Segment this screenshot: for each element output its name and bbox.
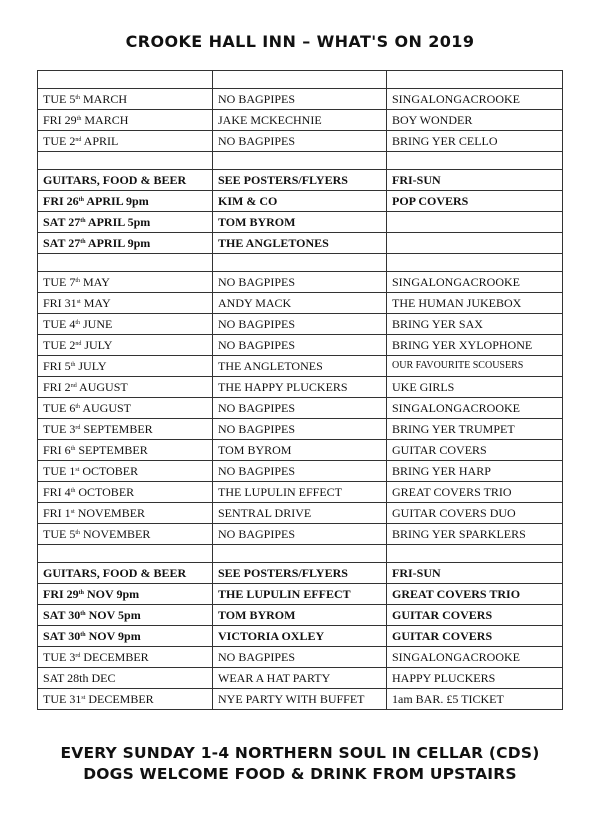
event-act-cell — [213, 419, 387, 440]
event-note-cell — [387, 272, 563, 293]
event-date-cell — [38, 377, 213, 398]
event-act-cell — [213, 131, 387, 152]
event-row — [38, 191, 563, 212]
event-act-cell — [213, 254, 387, 272]
event-date-text: TUE 5 — [43, 527, 76, 541]
event-date-cell — [38, 605, 213, 626]
event-date-cell — [38, 689, 213, 710]
event-date-cell — [38, 440, 213, 461]
event-act-text: SEE POSTERS/FLYERS — [218, 566, 348, 580]
event-act-text: NYE PARTY WITH BUFFET — [218, 692, 365, 706]
event-date-text: TUE 7 — [43, 275, 76, 289]
event-date-rest: MAY — [80, 275, 110, 289]
event-note-cell — [387, 110, 563, 131]
event-act-text: NO BAGPIPES — [218, 134, 296, 148]
event-date-text: FRI 6 — [43, 443, 71, 457]
event-date-rest: AUGUST — [76, 380, 128, 394]
event-note-text: BOY WONDER — [392, 113, 473, 127]
event-note-cell — [387, 377, 563, 398]
event-act-text: JAKE MCKECHNIE — [218, 113, 322, 127]
event-date-rest: JULY — [75, 359, 107, 373]
ordinal-suffix: th — [80, 611, 86, 617]
event-act-text: THE HAPPY PLUCKERS — [218, 380, 348, 394]
event-date-text: FRI 1 — [43, 506, 71, 520]
event-date-cell — [38, 71, 213, 89]
event-act-text: NO BAGPIPES — [218, 275, 296, 289]
event-act-text: THE LUPULIN EFFECT — [218, 485, 342, 499]
event-note-cell — [387, 563, 563, 584]
event-note-cell — [387, 398, 563, 419]
event-date-cell — [38, 668, 213, 689]
event-note-cell — [387, 482, 563, 503]
ordinal-suffix: th — [75, 278, 80, 284]
event-date-rest: DECEMBER — [80, 650, 149, 664]
event-note-text: FRI-SUN — [392, 173, 441, 187]
event-act-cell — [213, 191, 387, 212]
event-act-cell — [213, 482, 387, 503]
event-date-cell — [38, 233, 213, 254]
event-date-cell — [38, 563, 213, 584]
event-row — [38, 335, 563, 356]
event-date-text: GUITARS, FOOD & BEER — [43, 173, 187, 187]
event-act-cell — [213, 71, 387, 89]
page-title: CROOKE HALL INN – WHAT'S ON 2019 — [125, 32, 475, 51]
event-note-text: SINGALONGACROOKE — [392, 650, 520, 664]
event-date-text: FRI 4 — [43, 485, 71, 499]
event-act-text: TOM BYROM — [218, 215, 296, 229]
footer-line-northern-soul: EVERY SUNDAY 1-4 NORTHERN SOUL IN CELLAR (CDS) — [60, 744, 540, 762]
event-note-cell — [387, 689, 563, 710]
event-date-cell — [38, 89, 213, 110]
ordinal-suffix: nd — [75, 137, 82, 143]
event-act-text: NO BAGPIPES — [218, 464, 296, 478]
event-date-text: TUE 6 — [43, 401, 76, 415]
event-date-cell — [38, 482, 213, 503]
event-date-text: SAT 27 — [43, 215, 81, 229]
event-note-cell — [387, 419, 563, 440]
event-note-cell — [387, 293, 563, 314]
event-act-text: NO BAGPIPES — [218, 422, 296, 436]
event-date-rest: APRIL 9pm — [84, 194, 149, 208]
event-date-text: SAT 27 — [43, 236, 81, 250]
event-date-rest: APRIL 9pm — [85, 236, 151, 250]
event-row — [38, 563, 563, 584]
event-date-cell — [38, 461, 213, 482]
ordinal-suffix: st — [81, 695, 86, 701]
event-act-cell — [213, 356, 387, 377]
event-date-rest: APRIL — [81, 134, 119, 148]
event-act-text: NO BAGPIPES — [218, 338, 296, 352]
event-note-cell — [387, 254, 563, 272]
ordinal-suffix: th — [70, 446, 76, 452]
event-row — [38, 668, 563, 689]
event-act-text: KIM & CO — [218, 194, 278, 208]
event-act-text: NO BAGPIPES — [218, 92, 296, 106]
event-act-cell — [213, 272, 387, 293]
event-date-rest: OCTOBER — [79, 464, 139, 478]
ordinal-suffix: th — [80, 218, 86, 224]
event-date-text: FRI 2 — [43, 380, 71, 394]
events-table — [37, 70, 563, 710]
event-date-cell — [38, 356, 213, 377]
event-act-cell — [213, 503, 387, 524]
event-act-cell — [213, 110, 387, 131]
event-act-text: THE ANGLETONES — [218, 359, 323, 373]
event-note-text: UKE GIRLS — [392, 380, 455, 394]
event-date-rest: OCTOBER — [75, 485, 135, 499]
event-date-text: TUE 31 — [43, 692, 82, 706]
event-note-cell — [387, 524, 563, 545]
event-note-cell — [387, 191, 563, 212]
event-note-text: BRING YER SPARKLERS — [392, 527, 526, 541]
event-act-cell — [213, 461, 387, 482]
event-date-rest: NOV 9pm — [85, 629, 141, 643]
event-date-rest: DECEMBER — [85, 692, 154, 706]
event-date-rest: APRIL 5pm — [85, 215, 151, 229]
event-date-cell — [38, 170, 213, 191]
event-note-text: 1am BAR. £5 TICKET — [392, 692, 504, 706]
event-row — [38, 110, 563, 131]
event-date-rest: SEPTEMBER — [75, 443, 148, 457]
spacer-row — [38, 254, 563, 272]
event-note-text: GUITAR COVERS DUO — [392, 506, 516, 520]
event-note-text: FRI-SUN — [392, 566, 441, 580]
event-row — [38, 89, 563, 110]
event-note-cell — [387, 503, 563, 524]
ordinal-suffix: th — [70, 488, 76, 494]
event-row — [38, 482, 563, 503]
event-note-cell — [387, 605, 563, 626]
event-act-cell — [213, 563, 387, 584]
event-note-cell — [387, 335, 563, 356]
event-row — [38, 440, 563, 461]
ordinal-suffix: th — [75, 95, 80, 101]
event-act-cell — [213, 212, 387, 233]
event-act-cell — [213, 626, 387, 647]
event-note-text: GUITAR COVERS — [392, 443, 487, 457]
event-date-rest: MARCH — [81, 113, 129, 127]
event-act-cell — [213, 605, 387, 626]
ordinal-suffix: th — [78, 590, 85, 596]
event-note-cell — [387, 233, 563, 254]
event-act-cell — [213, 335, 387, 356]
event-date-cell — [38, 152, 213, 170]
ordinal-suffix: rd — [75, 653, 81, 659]
event-act-text: NO BAGPIPES — [218, 401, 296, 415]
event-date-cell — [38, 524, 213, 545]
event-note-cell — [387, 71, 563, 89]
event-row — [38, 461, 563, 482]
event-date-cell — [38, 254, 213, 272]
event-note-text: BRING YER SAX — [392, 317, 483, 331]
event-date-cell — [38, 398, 213, 419]
event-date-text: TUE 2 — [43, 338, 76, 352]
ordinal-suffix: th — [75, 320, 80, 326]
ordinal-suffix: rd — [75, 425, 81, 431]
ordinal-suffix: st — [70, 509, 75, 515]
event-note-cell — [387, 89, 563, 110]
event-note-cell — [387, 440, 563, 461]
event-date-rest: MARCH — [80, 92, 128, 106]
event-date-rest: MAY — [80, 296, 111, 310]
event-date-cell — [38, 626, 213, 647]
event-date-text: FRI 29 — [43, 113, 77, 127]
event-act-cell — [213, 524, 387, 545]
event-date-rest: NOVEMBER — [80, 527, 151, 541]
event-act-text: NO BAGPIPES — [218, 650, 296, 664]
event-row — [38, 689, 563, 710]
spacer-row — [38, 545, 563, 563]
event-date-cell — [38, 314, 213, 335]
event-row — [38, 398, 563, 419]
event-act-text: WEAR A HAT PARTY — [218, 671, 331, 685]
event-act-text: THE LUPULIN EFFECT — [218, 587, 351, 601]
event-note-cell — [387, 584, 563, 605]
event-act-text: TOM BYROM — [218, 608, 296, 622]
event-date-text: SAT 30 — [43, 629, 81, 643]
event-row — [38, 647, 563, 668]
event-row — [38, 212, 563, 233]
event-row — [38, 272, 563, 293]
event-note-text: BRING YER CELLO — [392, 134, 498, 148]
event-note-text: GUITAR COVERS — [392, 629, 493, 643]
event-note-cell — [387, 170, 563, 191]
event-act-cell — [213, 398, 387, 419]
event-row — [38, 314, 563, 335]
event-date-text: TUE 4 — [43, 317, 76, 331]
event-date-text: FRI 5 — [43, 359, 71, 373]
event-act-text: NO BAGPIPES — [218, 527, 296, 541]
event-row — [38, 419, 563, 440]
event-date-text: FRI 26 — [43, 194, 79, 208]
event-act-text: NO BAGPIPES — [218, 317, 296, 331]
event-note-text: GREAT COVERS TRIO — [392, 587, 521, 601]
event-note-text: HAPPY PLUCKERS — [392, 671, 496, 685]
event-date-cell — [38, 584, 213, 605]
event-note-text: SINGALONGACROOKE — [392, 401, 520, 415]
event-note-text: GUITAR COVERS — [392, 608, 493, 622]
event-date-text: TUE 3 — [43, 650, 76, 664]
event-note-text: BRING YER XYLOPHONE — [392, 338, 533, 352]
event-date-rest: JULY — [81, 338, 113, 352]
event-note-text: OUR FAVOURITE SCOUSERS — [392, 360, 524, 371]
event-row — [38, 605, 563, 626]
event-date-cell — [38, 212, 213, 233]
event-act-cell — [213, 233, 387, 254]
event-act-cell — [213, 377, 387, 398]
event-date-text: SAT 30 — [43, 608, 81, 622]
event-note-cell — [387, 545, 563, 563]
event-date-cell — [38, 191, 213, 212]
event-note-cell — [387, 461, 563, 482]
event-date-rest: NOVEMBER — [74, 506, 146, 520]
event-act-cell — [213, 440, 387, 461]
event-note-cell — [387, 356, 563, 377]
event-note-cell — [387, 647, 563, 668]
event-date-cell — [38, 335, 213, 356]
event-act-text: SENTRAL DRIVE — [218, 506, 312, 520]
event-date-cell — [38, 272, 213, 293]
event-row — [38, 131, 563, 152]
event-note-cell — [387, 152, 563, 170]
ordinal-suffix: th — [76, 116, 82, 122]
event-date-rest: JUNE — [80, 317, 113, 331]
event-act-cell — [213, 314, 387, 335]
ordinal-suffix: th — [75, 404, 80, 410]
event-row — [38, 233, 563, 254]
event-row — [38, 377, 563, 398]
event-date-cell — [38, 503, 213, 524]
ordinal-suffix: nd — [70, 383, 77, 389]
event-date-cell — [38, 110, 213, 131]
ordinal-suffix: th — [78, 197, 85, 203]
spacer-row — [38, 71, 563, 89]
event-act-cell — [213, 89, 387, 110]
event-row — [38, 293, 563, 314]
event-note-text: THE HUMAN JUKEBOX — [392, 296, 522, 310]
event-note-cell — [387, 131, 563, 152]
event-date-text: SAT 28th DEC — [43, 671, 116, 685]
event-note-text: BRING YER TRUMPET — [392, 422, 515, 436]
event-act-cell — [213, 545, 387, 563]
event-act-cell — [213, 668, 387, 689]
ordinal-suffix: th — [70, 362, 76, 368]
event-note-cell — [387, 668, 563, 689]
footer-line-dogs-welcome: DOGS WELCOME FOOD & DRINK FROM UPSTAIRS — [83, 765, 517, 783]
event-row — [38, 503, 563, 524]
event-note-cell — [387, 212, 563, 233]
event-act-cell — [213, 689, 387, 710]
event-note-text: BRING YER HARP — [392, 464, 491, 478]
event-note-text: GREAT COVERS TRIO — [392, 485, 512, 499]
event-act-text: ANDY MACK — [218, 296, 292, 310]
event-date-cell — [38, 131, 213, 152]
event-date-rest: AUGUST — [80, 401, 132, 415]
event-date-rest: NOV 9pm — [84, 587, 140, 601]
event-note-text: SINGALONGACROOKE — [392, 92, 520, 106]
ordinal-suffix: st — [76, 299, 81, 305]
event-act-cell — [213, 584, 387, 605]
event-act-cell — [213, 170, 387, 191]
event-note-cell — [387, 314, 563, 335]
events-table-body — [38, 71, 563, 710]
event-date-text: FRI 29 — [43, 587, 79, 601]
event-date-text: TUE 2 — [43, 134, 76, 148]
event-note-cell — [387, 626, 563, 647]
event-date-rest: SEPTEMBER — [80, 422, 153, 436]
event-act-cell — [213, 152, 387, 170]
event-row — [38, 170, 563, 191]
event-act-text: SEE POSTERS/FLYERS — [218, 173, 348, 187]
spacer-row — [38, 152, 563, 170]
event-row — [38, 626, 563, 647]
ordinal-suffix: th — [80, 239, 86, 245]
event-act-cell — [213, 647, 387, 668]
event-date-text: TUE 1 — [43, 464, 76, 478]
event-date-cell — [38, 419, 213, 440]
ordinal-suffix: th — [75, 530, 80, 536]
event-act-text: THE ANGLETONES — [218, 236, 329, 250]
event-date-text: TUE 3 — [43, 422, 76, 436]
event-date-text: FRI 31 — [43, 296, 77, 310]
event-note-text: POP COVERS — [392, 194, 469, 208]
event-act-cell — [213, 293, 387, 314]
event-note-text: SINGALONGACROOKE — [392, 275, 520, 289]
event-date-cell — [38, 545, 213, 563]
event-act-text: TOM BYROM — [218, 443, 292, 457]
ordinal-suffix: st — [75, 467, 80, 473]
event-act-text: VICTORIA OXLEY — [218, 629, 325, 643]
event-row — [38, 356, 563, 377]
event-date-cell — [38, 647, 213, 668]
event-date-text: GUITARS, FOOD & BEER — [43, 566, 187, 580]
event-row — [38, 524, 563, 545]
event-date-text: TUE 5 — [43, 92, 76, 106]
event-row — [38, 584, 563, 605]
event-date-cell — [38, 293, 213, 314]
ordinal-suffix: th — [80, 632, 86, 638]
ordinal-suffix: nd — [75, 341, 82, 347]
event-date-rest: NOV 5pm — [85, 608, 141, 622]
